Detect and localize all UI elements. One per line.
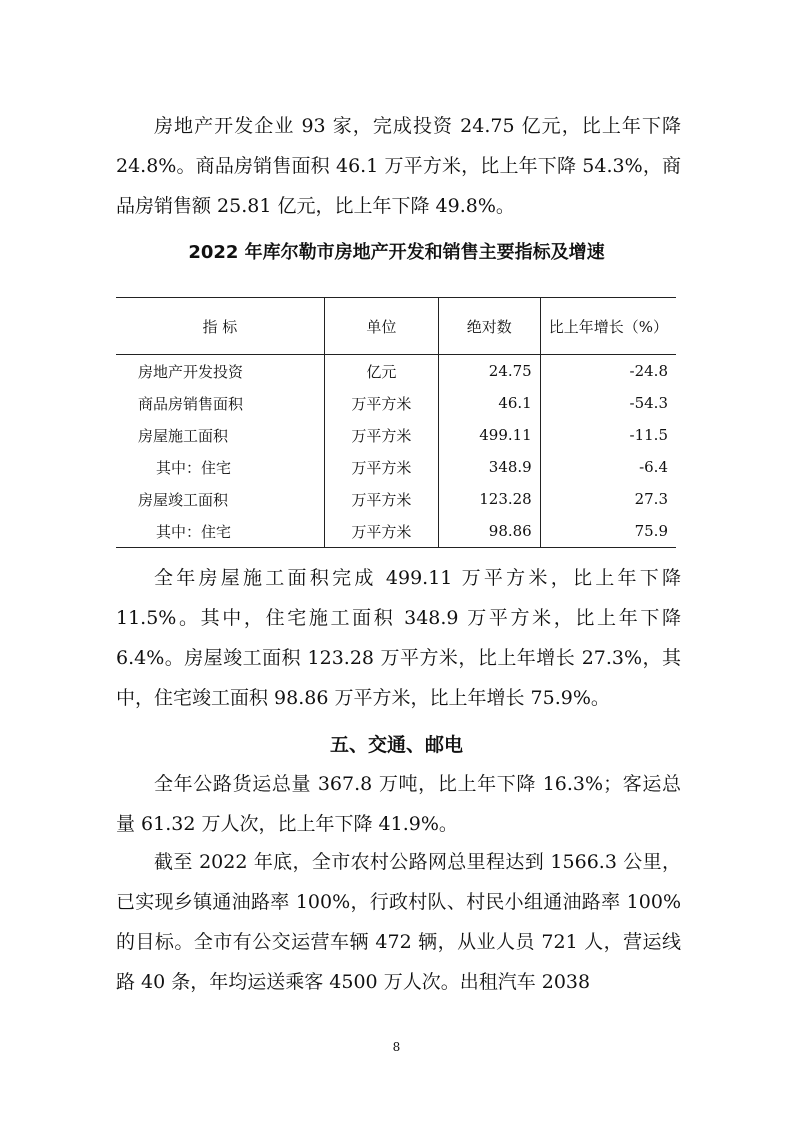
header-change: 比上年增长（%）: [540, 298, 676, 355]
row-unit: 万平方米: [324, 483, 438, 515]
row-value: 123.28: [438, 483, 540, 515]
header-indicator: 指 标: [116, 298, 324, 355]
paragraph-construction-area: 全年房屋施工面积完成 499.11 万平方米，比上年下降 11.5%。其中，住宅施工面积 348.9 万平方米，比上年下降 6.4%。房屋竣工面积 123.28 万平方米，比上年增长 27.3%，其中，住宅竣工面积 98.86 万平方米，比上年增长 75.9%。: [116, 567, 681, 709]
row-name: 其中：住宅: [116, 515, 324, 548]
real-estate-indicators-table: [116, 297, 676, 548]
row-value: 98.86: [438, 515, 540, 548]
row-change: 27.3: [540, 483, 676, 515]
row-value: 348.9: [438, 451, 540, 483]
header-absolute: 绝对数: [438, 298, 540, 355]
row-change: 75.9: [540, 515, 676, 548]
row-name: 其中：住宅: [116, 451, 324, 483]
row-name: 商品房销售面积: [116, 387, 324, 419]
table-caption: 2022 年库尔勒市房地产开发和销售主要指标及增速: [188, 242, 605, 263]
row-unit: 万平方米: [324, 451, 438, 483]
row-name: 房屋施工面积: [116, 419, 324, 451]
row-unit: 亿元: [324, 355, 438, 388]
row-value: 46.1: [438, 387, 540, 419]
row-change: -6.4: [540, 451, 676, 483]
row-change: -11.5: [540, 419, 676, 451]
section-title: 五、交通、邮电: [329, 734, 463, 756]
row-unit: 万平方米: [324, 515, 438, 548]
row-unit: 万平方米: [324, 419, 438, 451]
row-value: 499.11: [438, 419, 540, 451]
table-header-row: [116, 298, 676, 355]
row-change: -54.3: [540, 387, 676, 419]
row-name: 房屋竣工面积: [116, 483, 324, 515]
table-row: [116, 387, 676, 419]
table-row: [116, 451, 676, 483]
table-row: [116, 419, 676, 451]
row-unit: 万平方米: [324, 387, 438, 419]
table-row: [116, 483, 676, 515]
header-unit: 单位: [324, 298, 438, 355]
row-change: -24.8: [540, 355, 676, 388]
row-name: 房地产开发投资: [116, 355, 324, 388]
paragraph-road-transport: 全年公路货运总量 367.8 万吨，比上年下降 16.3%；客运总量 61.32 万人次，比上年下降 41.9%。: [116, 773, 681, 835]
page-number: 8: [392, 1040, 401, 1054]
row-value: 24.75: [438, 355, 540, 388]
paragraph-real-estate-investment: 房地产开发企业 93 家，完成投资 24.75 亿元，比上年下降 24.8%。商品房销售面积 46.1 万平方米，比上年下降 54.3%，商品房销售额 25.81 亿元，比上年下降 49.8%。: [116, 115, 681, 217]
table-row: [116, 355, 676, 388]
table-row: [116, 515, 676, 548]
paragraph-rural-roads: 截至 2022 年底，全市农村公路网总里程达到 1566.3 公里，已实现乡镇通油路率 100%，行政村队、村民小组通油路率 100%的目标。全市有公交运营车辆 472 辆，从业人员 721 人，营运线路 40 条，年均运送乘客 4500 万人次。出租汽车 2038: [116, 851, 681, 993]
